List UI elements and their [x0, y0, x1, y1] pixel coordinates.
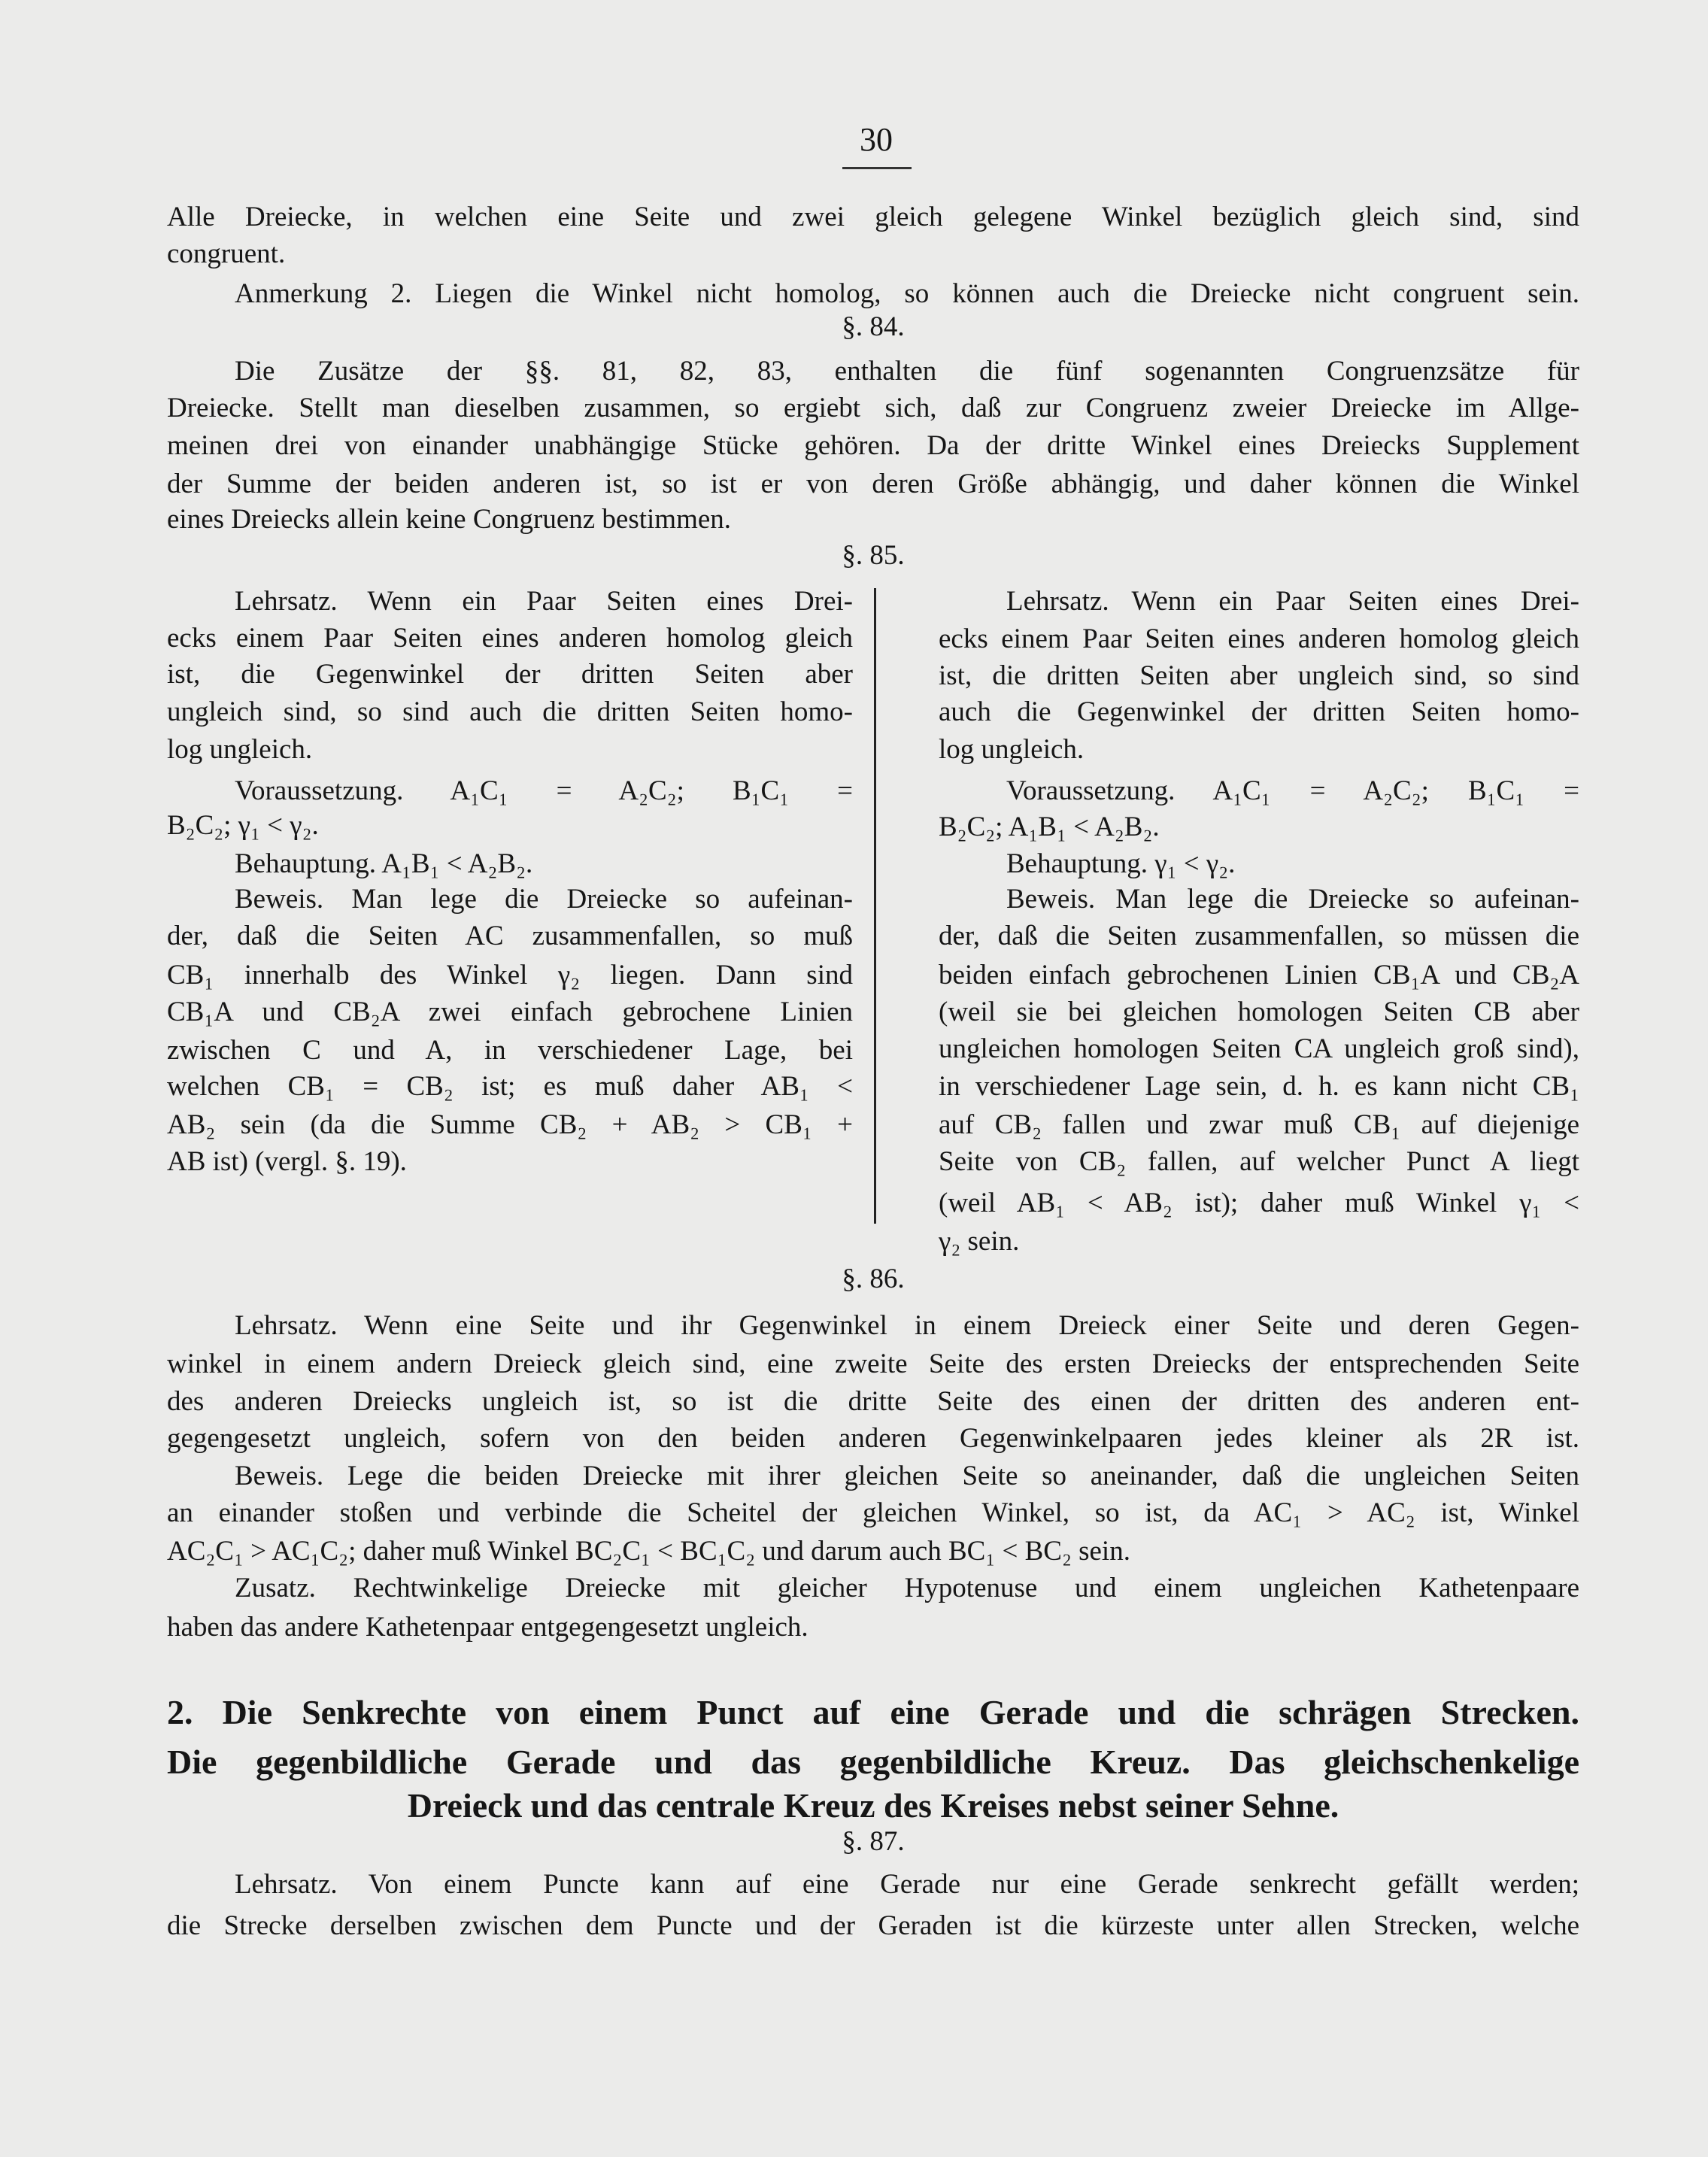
right-column-line: Lehrsatz. Wenn ein Paar Seiten eines Drei-	[1006, 586, 1579, 617]
page-number-rule	[842, 167, 912, 169]
text-line: des anderen Dreiecks ungleich ist, so ist die dritte Seite des einen der dritten des anderen ent-	[167, 1386, 1579, 1417]
right-column-line: ungleichen homologen Seiten CA ungleich groß sind),	[939, 1033, 1579, 1064]
text-line: meinen drei von einander unabhängige Stücke gehören. Da der dritte Winkel eines Dreiecks Supplement	[167, 430, 1579, 461]
text-line: eines Dreiecks allein keine Congruenz bestimmen.	[167, 504, 732, 535]
right-column-line: ecks einem Paar Seiten eines anderen homolog gleich	[939, 623, 1579, 654]
left-column-line: zwischen C und A, in verschiedener Lage, bei	[167, 1035, 853, 1066]
left-column-line: welchen CB₁ = CB₂ ist; es muß daher AB₁ <	[167, 1071, 853, 1102]
section-heading-85: §. 85.	[842, 540, 905, 571]
left-column-line: CB₁ innerhalb des Winkel γ₂ liegen. Dann sind	[167, 960, 853, 991]
left-column-line: ist, die Gegenwinkel der dritten Seiten aber	[167, 659, 853, 690]
right-column-line: B₂C₂; A₁B₁ < A₂B₂.	[939, 812, 1160, 842]
left-column-line: ecks einem Paar Seiten eines anderen homolog gleich	[167, 623, 853, 654]
text-line: an einander stoßen und verbinde die Scheitel der gleichen Winkel, so ist, da AC₁ > AC₂ ist, Winkel	[167, 1497, 1579, 1528]
section-heading-86: §. 86.	[842, 1264, 905, 1294]
left-column-line: AB ist) (vergl. §. 19).	[167, 1146, 407, 1177]
right-column-line: Seite von CB₂ fallen, auf welcher Punct A liegt	[939, 1146, 1579, 1177]
text-line: Beweis. Lege die beiden Dreiecke mit ihrer gleichen Seite so aneinander, daß die ungleichen Seiten	[235, 1461, 1579, 1491]
chapter-heading-line: Dreieck und das centrale Kreuz des Kreises nebst seiner Sehne.	[407, 1786, 1339, 1825]
text-line: die Strecke derselben zwischen dem Puncte und der Geraden ist die kürzeste unter allen Strecken, welche	[167, 1910, 1579, 1941]
chapter-heading-line: 2. Die Senkrechte von einem Punct auf eine Gerade und die schrägen Strecken.	[167, 1693, 1579, 1731]
right-column-line: beiden einfach gebrochenen Linien CB₁A und CB₂A	[939, 960, 1579, 991]
left-column-line: Voraussetzung. A₁C₁ = A₂C₂; B₁C₁ =	[235, 775, 853, 806]
page-number: 30	[860, 121, 893, 158]
text-line: Alle Dreiecke, in welchen eine Seite und zwei gleich gelegene Winkel bezüglich gleich sind, sind	[167, 202, 1579, 232]
right-column-line: log ungleich.	[939, 734, 1085, 765]
right-column-line: ist, die dritten Seiten aber ungleich sind, so sind	[939, 660, 1579, 691]
text-line: der Summe der beiden anderen ist, so ist er von deren Größe abhängig, und daher können die Winkel	[167, 469, 1579, 499]
text-line: Lehrsatz. Von einem Puncte kann auf eine Gerade nur eine Gerade senkrecht gefällt werden;	[235, 1869, 1579, 1900]
text-line: Die Zusätze der §§. 81, 82, 83, enthalten die fünf sogenannten Congruenzsätze für	[235, 356, 1579, 387]
text-line: Dreiecke. Stellt man dieselben zusammen, so ergiebt sich, daß zur Congruenz zweier Dreiecke im Allge-	[167, 393, 1579, 423]
right-column-line: (weil sie bei gleichen homologen Seiten CB aber	[939, 997, 1579, 1027]
right-column-line: in verschiedener Lage sein, d. h. es kann nicht CB₁	[939, 1071, 1579, 1102]
section-heading-84: §. 84.	[842, 311, 905, 342]
left-column-line: AB₂ sein (da die Summe CB₂ + AB₂ > CB₁ +	[167, 1109, 853, 1140]
text-line: Anmerkung 2. Liegen die Winkel nicht homolog, so können auch die Dreiecke nicht congruent sein.	[235, 278, 1579, 309]
right-column-line: Voraussetzung. A₁C₁ = A₂C₂; B₁C₁ =	[1006, 775, 1579, 806]
left-column-line: CB₁A und CB₂A zwei einfach gebrochene Linien	[167, 997, 853, 1027]
right-column-line: (weil AB₁ < AB₂ ist); daher muß Winkel γ₁ <	[939, 1188, 1579, 1218]
left-column-line: Behauptung. A₁B₁ < A₂B₂.	[235, 848, 533, 879]
text-line: gegengesetzt ungleich, sofern von den beiden anderen Gegenwinkelpaaren jedes kleiner als 2R ist.	[167, 1423, 1579, 1454]
left-column-line: der, daß die Seiten AC zusammenfallen, so muß	[167, 921, 853, 951]
chapter-heading-line: Die gegenbildliche Gerade und das gegenbildliche Kreuz. Das gleichschenkelige	[167, 1743, 1579, 1781]
section-heading-87: §. 87.	[842, 1826, 905, 1857]
right-column-line: auch die Gegenwinkel der dritten Seiten homo-	[939, 696, 1579, 727]
text-line: winkel in einem andern Dreieck gleich sind, eine zweite Seite des ersten Dreiecks der entsprechenden Seite	[167, 1349, 1579, 1379]
text-line: Zusatz. Rechtwinkelige Dreiecke mit gleicher Hypotenuse und einem ungleichen Kathetenpaare	[235, 1573, 1579, 1603]
column-divider	[874, 588, 876, 1224]
text-line: congruent.	[167, 238, 286, 269]
left-column-line: Beweis. Man lege die Dreiecke so aufeinan-	[235, 884, 853, 915]
right-column-line: γ₂ sein.	[939, 1226, 1020, 1257]
left-column-line: B₂C₂; γ₁ < γ₂.	[167, 810, 319, 841]
right-column-line: Behauptung. γ₁ < γ₂.	[1006, 848, 1236, 879]
text-line: AC₂C₁ > AC₁C₂; daher muß Winkel BC₂C₁ < BC₁C₂ und darum auch BC₁ < BC₂ sein.	[167, 1536, 1130, 1567]
left-column-line: ungleich sind, so sind auch die dritten Seiten homo-	[167, 696, 853, 727]
right-column-line: Beweis. Man lege die Dreiecke so aufeinan-	[1006, 884, 1579, 915]
right-column-line: auf CB₂ fallen und zwar muß CB₁ auf diejenige	[939, 1109, 1579, 1140]
left-column-line: Lehrsatz. Wenn ein Paar Seiten eines Drei-	[235, 586, 853, 617]
right-column-line: der, daß die Seiten zusammenfallen, so müssen die	[939, 921, 1579, 951]
text-line: Lehrsatz. Wenn eine Seite und ihr Gegenwinkel in einem Dreieck einer Seite und deren Gegen-	[235, 1310, 1579, 1341]
left-column-line: log ungleich.	[167, 734, 313, 765]
text-line: haben das andere Kathetenpaar entgegengesetzt ungleich.	[167, 1612, 808, 1643]
